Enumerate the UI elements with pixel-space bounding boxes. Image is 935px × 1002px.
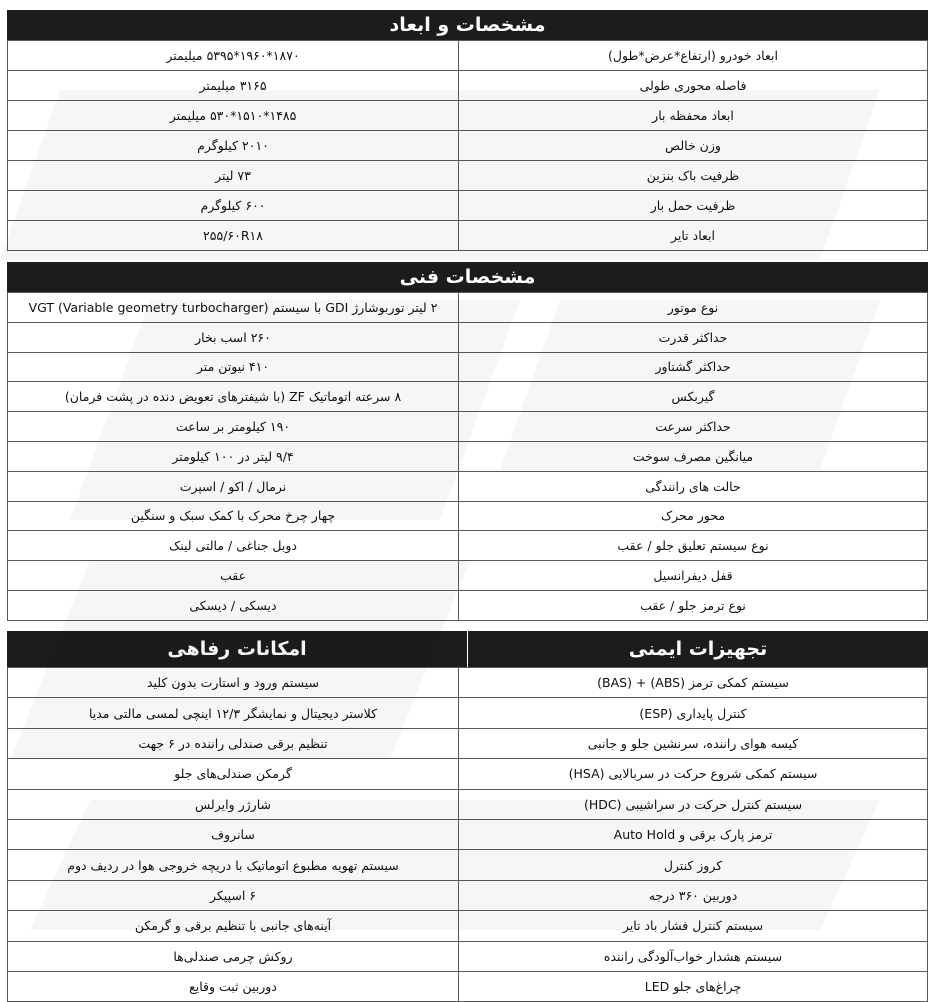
table-row (8, 412, 928, 442)
spec-label: گیربکس (459, 382, 928, 412)
safety-item: سیستم کمکی شروع حرکت در سربالایی (HSA) (459, 759, 928, 789)
table-row (8, 382, 928, 412)
spec-value: ۸ سرعته اتوماتیک ZF (با شیفترهای تعویض دنده در پشت فرمان) (8, 382, 459, 412)
safety-item: کنترل پایداری (ESP) (459, 698, 928, 728)
spec-value: ۲۶۰ اسب بخار (8, 322, 459, 352)
table-row (8, 941, 928, 971)
spec-label: حداکثر گشتاور (459, 352, 928, 382)
dimensions-table (7, 40, 928, 251)
table-row (8, 668, 928, 698)
spec-value: دوبل جناغی / مالتی لینک (8, 531, 459, 561)
spec-value: عقب (8, 561, 459, 591)
spec-label: حداکثر قدرت (459, 322, 928, 352)
spec-value: ۲۵۵/۶۰R۱۸ (8, 221, 459, 251)
safety-item: سیستم هشدار خواب‌آلودگی راننده (459, 941, 928, 971)
spec-value: ۹/۴ لیتر در ۱۰۰ کیلومتر (8, 441, 459, 471)
spec-label: فاصله محوری طولی (459, 71, 928, 101)
table-row (8, 501, 928, 531)
table-row (8, 161, 928, 191)
comfort-item: شارژر وایرلس (8, 789, 459, 819)
table-row (8, 880, 928, 910)
spec-value: دیسکی / دیسکی (8, 590, 459, 620)
table-row (8, 698, 928, 728)
table-row (8, 41, 928, 71)
safety-item: کروز کنترل (459, 850, 928, 880)
safety-item: سیستم کنترل فشار باد تایر (459, 911, 928, 941)
spec-label: میانگین مصرف سوخت (459, 441, 928, 471)
table-row (8, 590, 928, 620)
table-row (8, 352, 928, 382)
comfort-item: ۶ اسپیکر (8, 880, 459, 910)
table-row (8, 322, 928, 352)
spec-label: ابعاد تایر (459, 221, 928, 251)
table-row (8, 471, 928, 501)
table-row (8, 728, 928, 758)
spec-label: قفل دیفرانسیل (459, 561, 928, 591)
safety-item: کیسه هوای راننده، سرنشین جلو و جانبی (459, 728, 928, 758)
table-row (8, 911, 928, 941)
spec-label: ابعاد محفظه بار (459, 101, 928, 131)
comfort-item: گرمکن صندلی‌های جلو (8, 759, 459, 789)
comfort-item: سانروف (8, 819, 459, 849)
comfort-title: امکانات رفاهی (7, 631, 468, 667)
spec-value: ۲۰۱۰ کیلوگرم (8, 131, 459, 161)
safety-item: ترمز پارک برقی و Auto Hold (459, 819, 928, 849)
comfort-item: کلاستر دیجیتال و نمایشگر ۱۲/۳ اینچی لمسی مالتی مدیا (8, 698, 459, 728)
spec-value: ۳۱۶۵ میلیمتر (8, 71, 459, 101)
spec-value: ۲ لیتر توربوشارژ GDI با سیستم VGT (Variable geometry turbocharger) (8, 293, 459, 323)
dimensions-title: مشخصات و ابعاد (7, 10, 928, 40)
safety-item: سیستم کنترل حرکت در سراشیبی (HDC) (459, 789, 928, 819)
dimensions-section (7, 10, 928, 251)
safety-item: دوربین ۳۶۰ درجه (459, 880, 928, 910)
features-table (7, 667, 928, 1002)
table-row (8, 191, 928, 221)
comfort-item: دوربین ثبت وقایع (8, 971, 459, 1001)
spec-label: ابعاد خودرو (ارتفاع*عرض*طول) (459, 41, 928, 71)
table-row (8, 819, 928, 849)
spec-value: ۴۱۰ نیوتن متر (8, 352, 459, 382)
comfort-item: سیستم ورود و استارت بدون کلید (8, 668, 459, 698)
spec-value: ۷۳ لیتر (8, 161, 459, 191)
spec-value: چهار چرخ محرک با کمک سبک و سنگین (8, 501, 459, 531)
spec-label: محور محرک (459, 501, 928, 531)
table-row (8, 71, 928, 101)
table-row (8, 759, 928, 789)
spec-label: وزن خالص (459, 131, 928, 161)
spec-label: ظرفیت حمل بار (459, 191, 928, 221)
table-row (8, 221, 928, 251)
table-row (8, 293, 928, 323)
comfort-item: سیستم تهویه مطبوع اتوماتیک با دریچه خروجی هوا در ردیف دوم (8, 850, 459, 880)
spec-value: نرمال / اکو / اسپرت (8, 471, 459, 501)
comfort-item: آینه‌های جانبی با تنظیم برقی و گرمکن (8, 911, 459, 941)
table-row (8, 789, 928, 819)
spec-label: حداکثر سرعت (459, 412, 928, 442)
spec-value: ۱۸۷۰*۱۹۶۰*۵۳۹۵ میلیمتر (8, 41, 459, 71)
safety-title: تجهیزات ایمنی (628, 638, 768, 660)
features-section (7, 631, 928, 1002)
table-row (8, 131, 928, 161)
spec-value: ۱۴۸۵*۱۵۱۰*۵۳۰ میلیمتر (8, 101, 459, 131)
spec-label: ظرفیت باک بنزین (459, 161, 928, 191)
spec-label: نوع سیستم تعلیق جلو / عقب (459, 531, 928, 561)
spec-label: نوع موتور (459, 293, 928, 323)
technical-title: مشخصات فنی (7, 262, 928, 292)
table-row (8, 850, 928, 880)
spec-value: ۶۰۰ کیلوگرم (8, 191, 459, 221)
table-row (8, 561, 928, 591)
table-row (8, 441, 928, 471)
technical-table (7, 292, 928, 621)
technical-section (7, 262, 928, 621)
comfort-item: تنظیم برقی صندلی راننده در ۶ جهت (8, 728, 459, 758)
spec-label: حالت های رانندگی (459, 471, 928, 501)
comfort-item: روکش چرمی صندلی‌ها (8, 941, 459, 971)
table-row (8, 531, 928, 561)
table-row (8, 971, 928, 1001)
safety-item: سیستم کمکی ترمز (ABS) + (BAS) (459, 668, 928, 698)
safety-item: چراغ‌های جلو LED (459, 971, 928, 1001)
features-header (7, 631, 928, 667)
table-row (8, 101, 928, 131)
spec-label: نوع ترمز جلو / عقب (459, 590, 928, 620)
spec-value: ۱۹۰ کیلومتر بر ساعت (8, 412, 459, 442)
